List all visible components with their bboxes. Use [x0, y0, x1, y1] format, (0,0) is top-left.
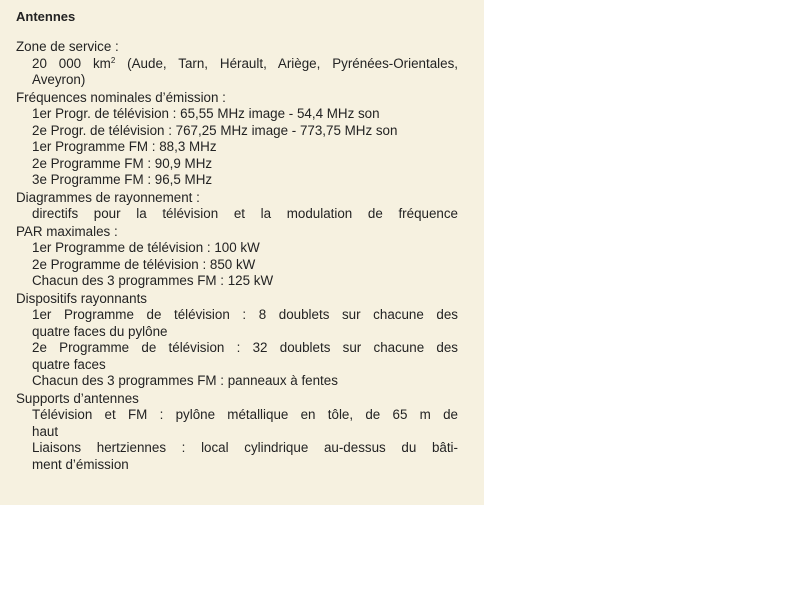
supports-item-1: Télévision et FM : pylône métallique en tôle, de 65 m de — [32, 407, 458, 422]
frequence-line: 1er Programme FM : 88,3 MHz — [32, 139, 217, 154]
dispositifs-item-3: Chacun des 3 programmes FM : panneaux à fentes — [32, 373, 338, 388]
dispositifs-item-2-cont: quatre faces — [32, 356, 106, 372]
supports-item-2-cont: ment d’émission — [32, 456, 129, 472]
supports-item-2: Liaisons hertziennes : local cylindrique au-dessus du bâti- — [32, 440, 458, 455]
zone-heading: Zone de service : — [16, 39, 119, 54]
dispositifs-heading: Dispositifs rayonnants — [16, 290, 147, 306]
diagrammes-line: directifs pour la télévision et la modulation de fréquence — [32, 206, 458, 221]
frequences-heading: Fréquences nominales d’émission : — [16, 89, 226, 105]
par-line: 2e Programme de télévision : 850 kW — [32, 256, 256, 272]
par-line: Chacun des 3 programmes FM : 125 kW — [32, 273, 274, 288]
par-line: 1er Programme de télévision : 100 kW — [32, 240, 260, 255]
supports-heading: Supports d’antennes — [16, 390, 139, 406]
zone-area-exponent: 2 — [110, 55, 116, 65]
document-title: Antennes — [16, 9, 76, 24]
section-diagrammes — [16, 190, 458, 223]
frequence-line: 2e Programme FM : 90,9 MHz — [32, 155, 213, 171]
zone-line-2: Aveyron) — [32, 72, 86, 87]
section-dispositifs — [16, 291, 458, 390]
dispositifs-item-1-cont: quatre faces du pylône — [32, 323, 168, 339]
zone-area-value: 20 000 km — [32, 55, 111, 71]
zone-departments: (Aude, Tarn, Hérault, Ariège, Pyrénées-Orientales, — [115, 55, 459, 71]
frequence-line: 2e Progr. de télévision : 767,25 MHz image - 773,75 MHz son — [32, 122, 398, 138]
diagrammes-heading: Diagrammes de rayonnement : — [16, 189, 200, 205]
dispositifs-item-2: 2e Programme de télévision : 32 doublets sur chacune des — [32, 340, 458, 355]
frequence-line: 1er Progr. de télévision : 65,55 MHz image - 54,4 MHz son — [32, 106, 380, 121]
section-frequences — [16, 90, 458, 189]
dispositifs-item-1: 1er Programme de télévision : 8 doublets sur chacune des — [32, 307, 458, 322]
par-heading: PAR maximales : — [16, 223, 118, 239]
frequence-line: 3e Programme FM : 96,5 MHz — [32, 172, 213, 187]
zone-line-1 — [16, 56, 458, 73]
section-zone-de-service — [16, 39, 458, 89]
supports-item-1-cont: haut — [32, 423, 59, 439]
section-par-maximales — [16, 224, 458, 290]
section-supports — [16, 391, 458, 474]
